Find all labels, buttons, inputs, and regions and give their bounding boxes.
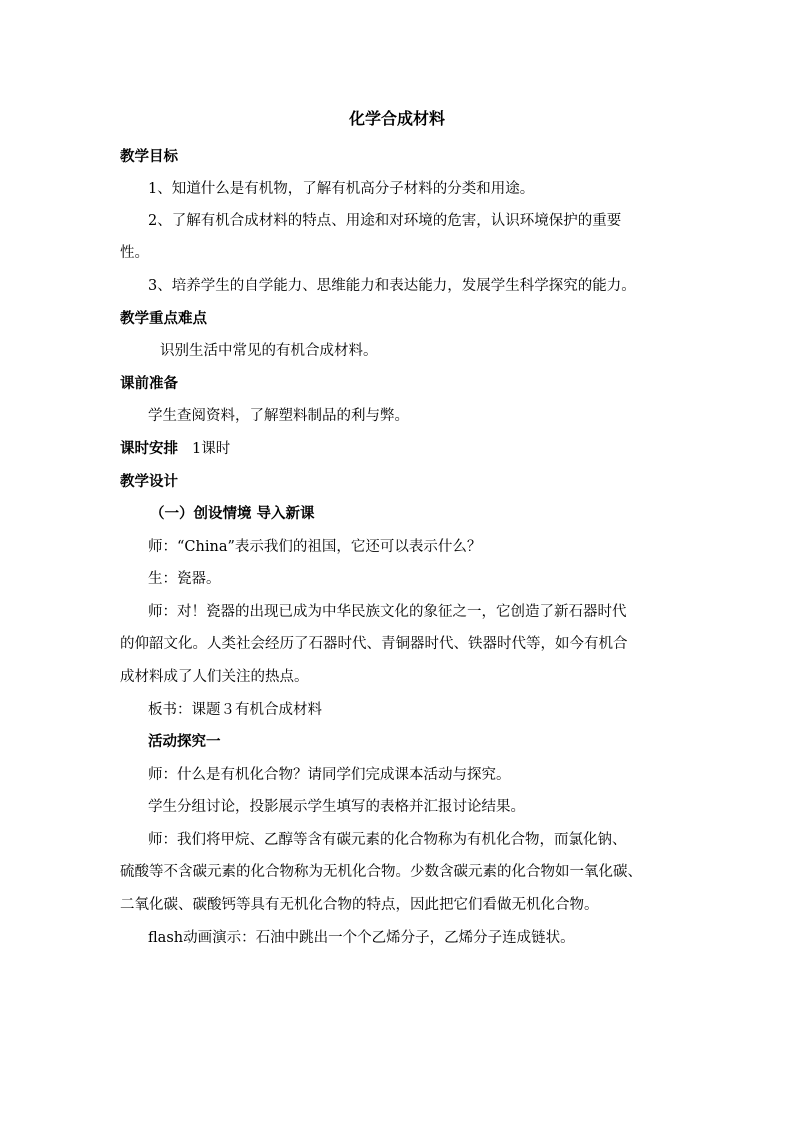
dialog-5: 学生分组讨论，投影展示学生填写的表格并汇报讨论结果。 bbox=[148, 799, 525, 815]
goal-1: 1、知道什么是有机物，了解有机高分子材料的分类和用途。 bbox=[148, 181, 535, 197]
activity-heading: 活动探究一 bbox=[148, 733, 221, 750]
dialog-2: 生：瓷器。 bbox=[148, 571, 221, 587]
dialog-3-line-1: 师：对！瓷器的出现已成为中华民族文化的象征之一，它创造了新石器时代 bbox=[148, 604, 627, 620]
prep-text: 学生查阅资料，了解塑料制品的利与弊。 bbox=[148, 408, 409, 424]
part1-heading: （一）创设情境 导入新课 bbox=[150, 505, 315, 522]
section-heading-prep: 课前准备 bbox=[120, 375, 178, 392]
dialog-3-line-2: 的仰韶文化。人类社会经历了石器时代、青铜器时代、铁器时代等，如今有机合 bbox=[120, 636, 628, 652]
keypoints-text: 识别生活中常见的有机合成材料。 bbox=[160, 343, 378, 359]
dialog-6-line-1: 师：我们将甲烷、乙醇等含有碳元素的化合物称为有机化合物，而氯化钠、 bbox=[148, 832, 627, 848]
section-heading-keypoints: 教学重点难点 bbox=[120, 310, 207, 327]
schedule-line bbox=[120, 439, 230, 459]
dialog-6-line-3: 二氧化碳、碳酸钙等具有无机化合物的特点，因此把它们看做无机化合物。 bbox=[120, 897, 599, 913]
dialog-6-line-2: 硫酸等不含碳元素的化合物称为无机化合物。少数含碳元素的化合物如一氧化碳、 bbox=[120, 864, 642, 880]
goal-2-line-2: 性。 bbox=[120, 245, 149, 261]
goal-2-line-1: 2、了解有机合成材料的特点、用途和对环境的危害，认识环境保护的重要 bbox=[148, 213, 622, 229]
dialog-4: 师：什么是有机化合物？请同学们完成课本活动与探究。 bbox=[148, 767, 511, 783]
section-heading-goals: 教学目标 bbox=[120, 148, 178, 165]
schedule-text: 1课时 bbox=[192, 441, 231, 457]
goal-3: 3、培养学生的自学能力、思维能力和表达能力，发展学生科学探究的能力。 bbox=[148, 278, 636, 294]
dialog-7: flash动画演示：石油中跳出一个个乙烯分子，乙烯分子连成链状。 bbox=[148, 930, 575, 946]
dialog-3-line-3: 成材料成了人们关注的热点。 bbox=[120, 669, 309, 685]
dialog-1: 师：“China”表示我们的祖国，它还可以表示什么？ bbox=[148, 539, 482, 555]
section-heading-design: 教学设计 bbox=[120, 473, 178, 490]
section-heading-schedule: 课时安排 bbox=[120, 440, 178, 457]
board-text: 板书：课题３有机合成材料 bbox=[148, 702, 322, 718]
document-title: 化学合成材料 bbox=[348, 109, 445, 128]
